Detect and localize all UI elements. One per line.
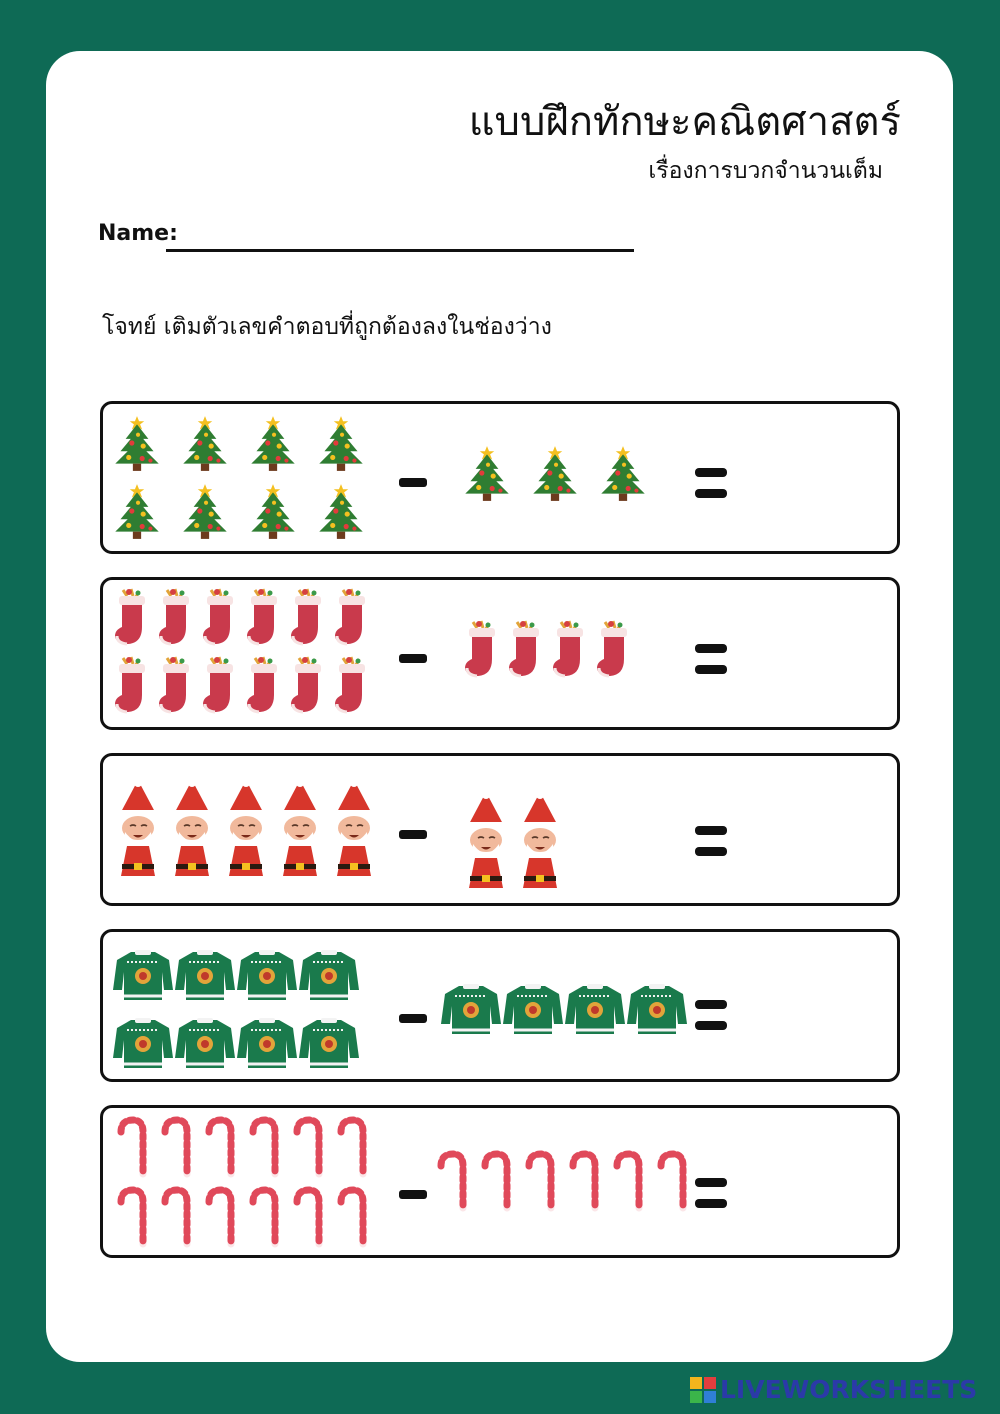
christmas-tree-icon	[111, 480, 163, 546]
stocking-icon	[111, 586, 151, 654]
christmas-tree-icon	[247, 412, 299, 478]
problem-5-right-group	[433, 1148, 693, 1214]
problem-2-left-group	[111, 586, 381, 721]
sweater-icon	[299, 1016, 359, 1074]
candy-cane-icon	[609, 1150, 643, 1216]
christmas-tree-icon	[179, 480, 231, 546]
stocking-icon	[549, 618, 589, 686]
sweater-icon	[113, 948, 173, 1006]
christmas-tree-icon	[247, 480, 299, 546]
liveworksheets-logo-text: LIVEWORKSHEETS	[720, 1375, 978, 1404]
santa-icon	[515, 792, 565, 892]
equals-sign	[695, 1000, 727, 1030]
santa-icon	[113, 780, 163, 880]
christmas-tree-icon	[111, 412, 163, 478]
stocking-icon	[243, 586, 283, 654]
santa-icon	[221, 780, 271, 880]
stocking-icon	[199, 654, 239, 722]
christmas-tree-icon	[179, 412, 231, 478]
candy-cane-icon	[289, 1116, 323, 1182]
page-title: แบบฝึกทักษะคณิตศาสตร์	[468, 99, 901, 145]
problem-2	[100, 577, 900, 730]
candy-cane-icon	[333, 1186, 367, 1252]
sweater-icon	[503, 982, 563, 1040]
santa-icon	[167, 780, 217, 880]
christmas-tree-icon	[529, 442, 581, 508]
instruction-text: โจทย์ เติมตัวเลขคำตอบที่ถูกต้องลงในช่องว่าง	[102, 314, 552, 340]
stocking-icon	[155, 654, 195, 722]
candy-cane-icon	[289, 1186, 323, 1252]
stocking-icon	[593, 618, 633, 686]
christmas-tree-icon	[315, 412, 367, 478]
equals-sign	[695, 644, 727, 674]
worksheet-page	[46, 51, 953, 1362]
stocking-icon	[331, 654, 371, 722]
minus-sign	[399, 830, 427, 839]
stocking-icon	[155, 586, 195, 654]
candy-cane-icon	[333, 1116, 367, 1182]
stocking-icon	[461, 618, 501, 686]
candy-cane-icon	[565, 1150, 599, 1216]
page-subtitle: เรื่องการบวกจำนวนเต็ม	[648, 158, 883, 184]
sweater-icon	[237, 1016, 297, 1074]
stocking-icon	[331, 586, 371, 654]
minus-sign	[399, 478, 427, 487]
problem-1-right-group	[461, 440, 661, 510]
liveworksheets-logo	[690, 1375, 977, 1404]
problem-5-left-group	[113, 1116, 383, 1248]
problem-3	[100, 753, 900, 906]
christmas-tree-icon	[315, 480, 367, 546]
sweater-icon	[113, 1016, 173, 1074]
sweater-icon	[441, 982, 501, 1040]
santa-icon	[461, 792, 511, 892]
candy-cane-icon	[201, 1186, 235, 1252]
stocking-icon	[287, 654, 327, 722]
candy-cane-icon	[113, 1186, 147, 1252]
sweater-icon	[299, 948, 359, 1006]
stocking-icon	[243, 654, 283, 722]
stocking-icon	[287, 586, 327, 654]
problem-3-right-group	[461, 786, 661, 896]
minus-sign	[399, 654, 427, 663]
sweater-icon	[175, 1016, 235, 1074]
name-input-line[interactable]	[166, 249, 634, 252]
candy-cane-icon	[477, 1150, 511, 1216]
minus-sign	[399, 1190, 427, 1199]
candy-cane-icon	[653, 1150, 687, 1216]
christmas-tree-icon	[461, 442, 513, 508]
sweater-icon	[565, 982, 625, 1040]
problem-4	[100, 929, 900, 1082]
equals-sign	[695, 826, 727, 856]
minus-sign	[399, 1014, 427, 1023]
stocking-icon	[199, 586, 239, 654]
christmas-tree-icon	[597, 442, 649, 508]
problem-4-right-group	[441, 980, 701, 1040]
problem-4-left-group	[113, 946, 373, 1071]
stocking-icon	[505, 618, 545, 686]
problem-1	[100, 401, 900, 554]
candy-cane-icon	[201, 1116, 235, 1182]
candy-cane-icon	[113, 1116, 147, 1182]
santa-icon	[329, 780, 379, 880]
problem-5	[100, 1105, 900, 1258]
problem-3-left-group	[113, 780, 383, 880]
candy-cane-icon	[157, 1116, 191, 1182]
santa-icon	[275, 780, 325, 880]
candy-cane-icon	[245, 1186, 279, 1252]
candy-cane-icon	[521, 1150, 555, 1216]
equals-sign	[695, 468, 727, 498]
sweater-icon	[175, 948, 235, 1006]
stocking-icon	[111, 654, 151, 722]
sweater-icon	[627, 982, 687, 1040]
sweater-icon	[237, 948, 297, 1006]
candy-cane-icon	[433, 1150, 467, 1216]
problem-2-right-group	[461, 616, 661, 686]
equals-sign	[695, 1178, 727, 1208]
candy-cane-icon	[157, 1186, 191, 1252]
problem-1-left-group	[111, 410, 381, 545]
name-label: Name:	[98, 221, 178, 246]
candy-cane-icon	[245, 1116, 279, 1182]
liveworksheets-logo-icon	[690, 1377, 716, 1403]
